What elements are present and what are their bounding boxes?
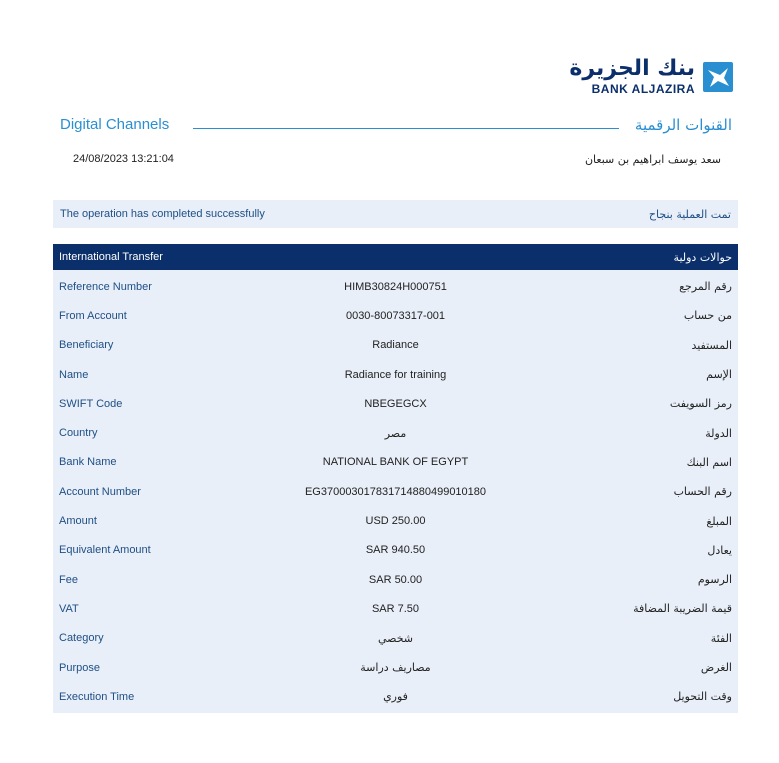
page-title-english: Digital Channels: [60, 116, 170, 133]
status-message-arabic: تمت العملية بنجاح: [648, 207, 731, 221]
table-row: [53, 448, 738, 477]
logo-arabic: بنك الجزيرة: [569, 56, 695, 81]
row-label-english: From Account: [59, 309, 127, 322]
table-row: [53, 682, 738, 711]
table-row: [53, 653, 738, 682]
table-row: [53, 272, 738, 301]
row-label-english: Purpose: [59, 661, 100, 674]
table-row: [53, 565, 738, 594]
row-label-arabic: المبلغ: [706, 514, 732, 528]
row-label-arabic: يعادل: [707, 543, 732, 557]
row-label-arabic: وقت التحويل: [673, 690, 732, 704]
row-value: SAR 7.50: [371, 602, 420, 615]
status-message-english: The operation has completed successfully: [60, 208, 265, 220]
row-value: SAR 940.50: [365, 544, 426, 557]
bank-logo: [569, 58, 733, 95]
transaction-datetime: 24/08/2023 13:21:04: [73, 153, 174, 165]
row-value: Radiance: [372, 339, 419, 352]
row-label-english: Beneficiary: [59, 339, 114, 352]
table-row: [53, 536, 738, 565]
row-value: مصاريف دراسة: [360, 661, 431, 674]
table-header-english: International Transfer: [59, 251, 163, 263]
row-value: SAR 50.00: [368, 573, 423, 586]
table-row: [53, 360, 738, 389]
row-label-english: Amount: [59, 515, 97, 528]
row-value: NATIONAL BANK OF EGYPT: [322, 456, 469, 469]
table-row: [53, 624, 738, 653]
table-row: [53, 331, 738, 360]
table-row: [53, 594, 738, 623]
row-label-arabic: الرسوم: [697, 573, 732, 587]
row-label-arabic: اسم البنك: [686, 455, 732, 469]
row-label-english: Category: [59, 632, 104, 645]
table-body: [53, 270, 738, 713]
customer-name: سعد يوسف ابراهيم بن سبعان: [584, 153, 721, 166]
row-label-english: Execution Time: [59, 690, 135, 703]
table-header-arabic: حوالات دولية: [673, 250, 732, 264]
row-label-english: Country: [59, 427, 98, 440]
logo-text: [569, 58, 695, 95]
status-banner: [53, 200, 738, 228]
row-value: فوري: [383, 690, 408, 704]
row-label-arabic: الغرض: [700, 661, 732, 674]
row-label-english: Reference Number: [59, 280, 152, 293]
row-value: HIMB30824H000751: [344, 280, 447, 293]
table-header: [53, 244, 738, 270]
bank-emblem-icon: [703, 62, 733, 92]
row-label-arabic: رقم المرجع: [679, 280, 732, 294]
row-label-arabic: المستفيد: [691, 338, 732, 352]
row-label-english: Name: [59, 368, 89, 381]
row-label-english: Bank Name: [59, 456, 117, 469]
row-value: Radiance for training: [344, 368, 447, 381]
row-label-arabic: رقم الحساب: [673, 485, 732, 499]
table-row: [53, 301, 738, 330]
row-label-english: Fee: [59, 573, 78, 586]
row-label-arabic: الفئة: [710, 631, 732, 645]
table-row: [53, 418, 738, 447]
table-row: [53, 506, 738, 535]
row-label-arabic: من حساب: [683, 309, 732, 323]
row-value: 0030-80073317-001: [345, 309, 446, 322]
row-value: مصر: [384, 426, 407, 440]
table-row: [53, 477, 738, 506]
row-label-arabic: الدولة: [705, 426, 732, 440]
transfer-details-table: [53, 244, 738, 713]
row-value: NBEGEGCX: [364, 397, 427, 410]
row-label-english: VAT: [59, 602, 79, 615]
row-value: EG370003017831714880499010180: [304, 485, 487, 498]
row-label-arabic: رمز السويفت: [669, 397, 732, 411]
title-divider: [193, 128, 619, 129]
row-label-arabic: الإسم: [706, 368, 732, 382]
table-row: [53, 389, 738, 418]
row-value: شخصي: [377, 631, 414, 645]
row-value: USD 250.00: [365, 515, 426, 528]
logo-english: BANK ALJAZIRA: [591, 82, 695, 96]
row-label-english: SWIFT Code: [59, 397, 123, 410]
page-title-arabic: القنوات الرقمية: [634, 116, 732, 134]
row-label-english: Account Number: [59, 485, 141, 498]
row-label-arabic: قيمة الضريبة المضافة: [633, 602, 732, 616]
row-label-english: Equivalent Amount: [59, 544, 151, 557]
